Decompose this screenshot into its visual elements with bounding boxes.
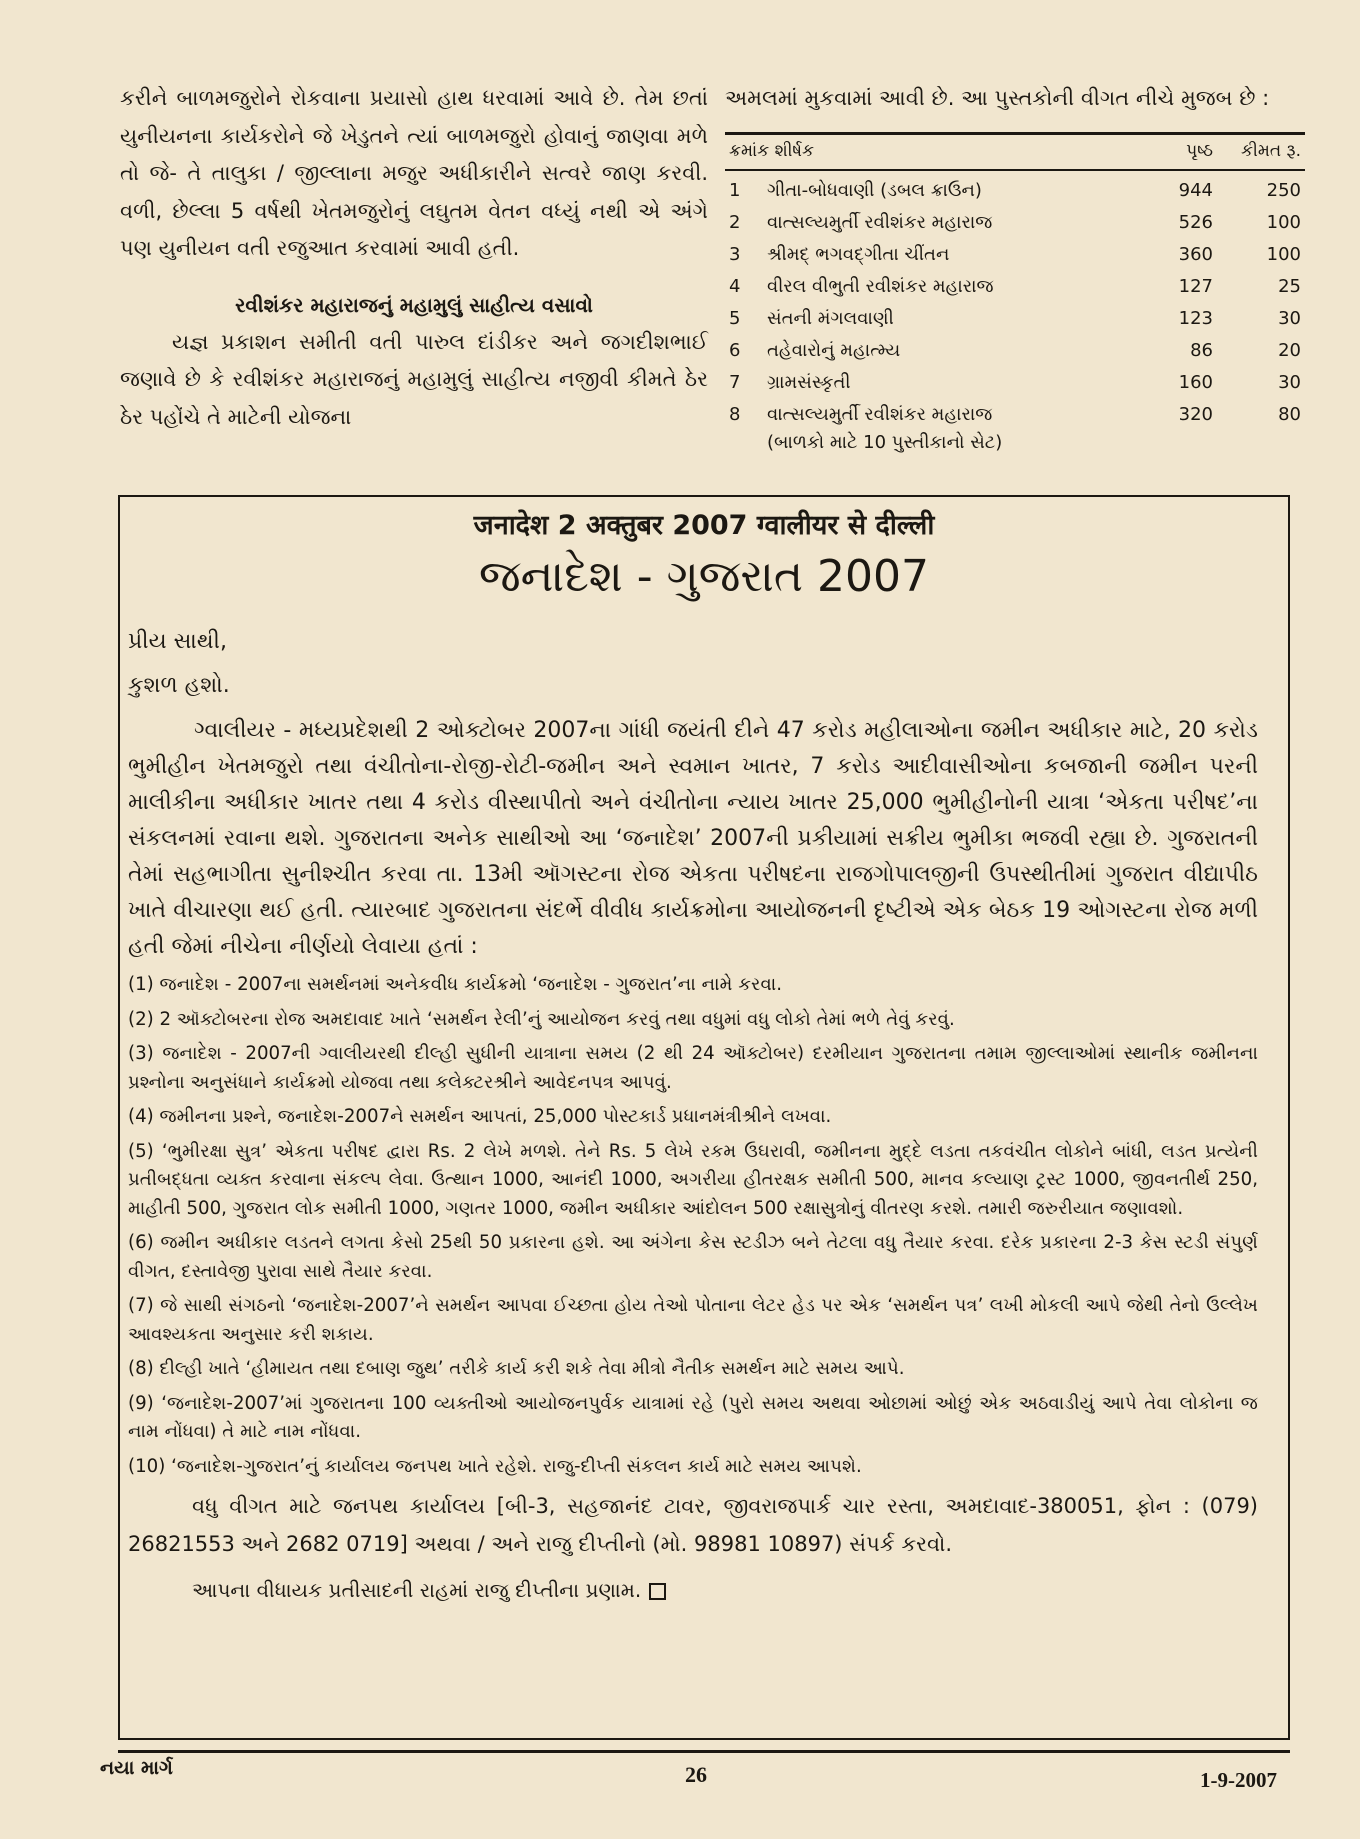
section-heading: રવીશંકર મહારાજનું મહામુલું સાહીત્ય વસાવો — [235, 292, 593, 317]
book-title: વાત્સલ્યમુર્તી રવીશંકર મહારાજ — [767, 211, 993, 233]
books-table-header — [725, 133, 1305, 170]
list-item: (4) જમીનના પ્રશ્ને, જનાદેશ-2007ને સમર્થન આપતાં, 25,000 પોસ્ટકાર્ડ પ્રધાનમંત્રીશ્રીને લખવા. — [128, 1106, 832, 1127]
list-item: (3) જનાદેશ - 2007ની ગ્વાલીયરથી દીલ્હી સુધીની યાત્રાના સમય (2 થી 24 ઑક્ટોબર) દરમીયાન ગુજરાતના તમામ જીલ્લાઓમાં સ્થાનીક જમીનના પ્રશ્નોના અનુસંધાને કાર્યક્રમો યોજવા તથા કલેક્ટરશ્રીને આવેદનપત્ર આપવું. — [128, 1043, 1258, 1093]
gujarati-headline: જનાદેશ - ગુજરાત 2007 — [479, 551, 929, 602]
book-title: ગીતા-બોધવાણી (ડબલ ક્રાઉન) — [767, 179, 982, 201]
header-title: ક્રમાંક શીર્ષક — [725, 133, 1139, 170]
table-row — [725, 271, 1305, 303]
book-price: 30 — [1278, 307, 1301, 329]
book-title: સંતની મંગલવાણી — [767, 307, 894, 329]
book-price: 250 — [1266, 179, 1301, 201]
left-paragraph-1: કરીને બાળમજુરોને રોકવાના પ્રયાસો હાથ ધરવામાં આવે છે. તેમ છતાં યુનીયનના કાર્યકરોને જે ખેડુતને ત્યાં બાળમજુરો હોવાનું જાણવા મળે તો જે- તે તાલુકા / જીલ્લાના મજુર અધીકારીને સત્વરે જાણ કરવી. વળી, છેલ્લા 5 વર્ષથી ખેતમજુરોનું લઘુતમ વેતન વધ્યું નથી એ અંગે પણ યુનીયન વતી રજુઆત કરવામાં આવી હતી. — [120, 86, 708, 260]
book-pages: 86 — [1190, 339, 1213, 361]
right-column — [725, 80, 1305, 459]
book-price: 80 — [1278, 403, 1301, 425]
book-title-note: (બાળકો માટે 10 પુસ્તીકાનો સેટ) — [767, 431, 1003, 453]
book-title: તહેવારોનું મહાત્મ્ય — [767, 339, 901, 361]
book-title: ગ્રામસંસ્કૃતી — [767, 371, 851, 393]
table-row — [725, 367, 1305, 399]
table-row — [725, 170, 1305, 207]
hindi-headline: जनादेश 2 अक्तुबर 2007 ग्वालीयर से दील्ली — [473, 510, 935, 541]
book-pages: 944 — [1178, 179, 1213, 201]
list-item: (10) ‘જનાદેશ-ગુજરાત’નું કાર્યાલય જનપથ ખાતે રહેશે. રાજુ-દીપ્તી સંકલન કાર્ય માટે સમય આપશે. — [128, 1455, 862, 1477]
book-number: 2 — [729, 211, 741, 233]
book-pages: 127 — [1178, 275, 1213, 297]
book-number: 7 — [729, 371, 741, 393]
book-pages: 160 — [1178, 371, 1213, 393]
book-pages: 123 — [1178, 307, 1213, 329]
list-item: (7) જે સાથી સંગઠનો ‘જનાદેશ-2007’ને સમર્થન આપવા ઈચ્છતા હોય તેઓ પોતાના લેટર હેડ પર એક ‘સમર્થન પત્ર’ લખી મોકલી આપે જેથી તેનો ઉલ્લેખ આવશ્યકતા અનુસાર કરી શકાય. — [128, 1295, 1259, 1345]
book-price: 25 — [1278, 275, 1301, 297]
main-paragraph: ગ્વાલીયર - મધ્યપ્રદેશથી 2 ઓક્ટોબર 2007ના ગાંધી જયંતી દીને 47 કરોડ મહીલાઓના જમીન અધીકાર માટે, 20 કરોડ ભુમીહીન ખેતમજુરો તથા વંચીતોના-રોજી-રોટી-જમીન અને સ્વમાન ખાતર, 7 કરોડ આદીવાસીઓના કબજાની જમીન પરની માલીકીના અધીકાર ખાતર તથા 4 કરોડ વીસ્થાપીતો અને વંચીતોના ન્યાય ખાતર 25,000 ભુમીહીનોની યાત્રા ‘એકતા પરીષદ’ના સંકલનમાં રવાના થશે. ગુજરાતના અનેક સાથીઓ આ ‘જનાદેશ’ 2007ની પ્રકીયામાં સક્રીય ભુમીકા ભજવી રહ્યા છે. ગુજરાતની તેમાં સહભાગીતા સુનીશ્ચીત કરવા તા. 13મી ઑગસ્ટના રોજ એકતા પરીષદના રાજગોપાલજીની ઉપસ્થીતીમાં ગુજરાત વીદ્યાપીઠ ખાતે વીચારણા થઈ હતી. ત્યારબાદ ગુજરાતના સંદર્ભે વીવીધ કાર્યક્રમોના આયોજનની દૃષ્ટીએ એક બેઠક 19 ઓગસ્ટના રોજ મળી હતી જેમાં નીચેના નીર્ણયો લેવાયા હતાં : — [128, 718, 1258, 959]
closing-text: આપના વીધાયક પ્રતીસાદની રાહમાં રાજુ દીપ્તીના પ્રણામ. — [192, 1578, 642, 1602]
table-row — [725, 239, 1305, 271]
header-pages: પૃષ્ઠ — [1139, 133, 1217, 170]
notice-box — [118, 495, 1290, 1740]
book-price: 20 — [1278, 339, 1301, 361]
book-price: 100 — [1266, 211, 1301, 233]
page-number: 26 — [685, 1762, 707, 1787]
list-item: (1) જનાદેશ - 2007ના સમર્થનમાં અનેકવીધ કાર્યક્રમો ‘જનાદેશ - ગુજરાત’ના નામે કરવા. — [128, 974, 783, 995]
issue-date: 1-9-2007 — [1200, 1768, 1277, 1792]
book-title — [763, 399, 1139, 459]
book-pages: 360 — [1178, 243, 1213, 265]
book-title: વીરલ વીભુતી રવીશંકર મહારાજ — [767, 275, 994, 297]
table-row — [725, 303, 1305, 335]
list-item: (6) જમીન અધીકાર લડતને લગતા કેસો 25થી 50 પ્રકારના હશે. આ અંગેના કેસ સ્ટડીઝ બને તેટલા વધુ તૈયાર કરવા. દરેક પ્રકારના 2-3 કેસ સ્ટડી સંપુર્ણ વીગત, દસ્તાવેજી પુરાવા સાથે તૈયાર કરવા. — [128, 1232, 1258, 1282]
list-item: (5) ‘ભુમીરક્ષા સુત્ર’ એકતા પરીષદ દ્વારા Rs. 2 લેખે મળશે. તેને Rs. 5 લેખે રકમ ઉઘરાવી, જમીનના મુદ્દે લડતા તકવંચીત લોકોને બાંધી, લડત પ્રત્યેની પ્રતીબદ્ધતા વ્યક્ત કરવાના સંકલ્પ લેવા. ઉત્થાન 1000, આનંદી 1000, અગરીયા હીતરક્ષક સમીતી 500, માનવ કલ્યાણ ટ્રસ્ટ 1000, જીવનતીર્થ 250, માહીતી 500, ગુજરાત લોક સમીતી 1000, ગણતર 1000, જમીન અધીકાર આંદોલન 500 રક્ષાસુત્રોનું વીતરણ કરશે. તમારી જરુરીયાત જણાવશો. — [128, 1140, 1258, 1219]
left-column — [120, 80, 708, 436]
list-item: (9) ‘જનાદેશ-2007’માં ગુજરાતના 100 વ્યક્તીઓ આયોજનપુર્વક યાત્રામાં રહે (પુરો સમય અથવા ઓછામાં ઓછું એક અઠવાડીયું આપે તેવા લોકોના જ નામ નોંધવા) તે માટે નામ નોંધવા. — [128, 1392, 1258, 1442]
book-pages: 526 — [1178, 211, 1213, 233]
closing-line — [128, 1573, 1258, 1607]
books-table — [725, 132, 1305, 459]
book-pages: 320 — [1178, 403, 1213, 425]
notice-body — [120, 625, 1288, 1607]
end-mark-icon — [649, 1583, 666, 1600]
book-price: 100 — [1266, 243, 1301, 265]
book-number: 6 — [729, 339, 741, 361]
header-price: કીમત રૂ. — [1217, 133, 1305, 170]
magazine-name: નયા માર્ગ — [100, 1757, 173, 1779]
book-number: 4 — [729, 275, 741, 297]
table-row — [725, 335, 1305, 367]
salutation: પ્રીય સાથી, — [128, 629, 227, 654]
book-number: 3 — [729, 243, 741, 265]
table-row — [725, 207, 1305, 239]
book-price: 30 — [1278, 371, 1301, 393]
greeting: કુશળ હશો. — [128, 673, 230, 698]
list-item: (2) 2 ઑક્ટોબરના રોજ અમદાવાદ ખાતે ‘સમર્થન રેલી’નું આયોજન કરવું તથા વધુમાં વધુ લોકો તેમાં ભળે તેવું કરવું. — [128, 1008, 955, 1030]
list-item: (8) દીલ્હી ખાતે ‘હીમાયત તથા દબાણ જુથ’ તરીકે કાર્ય કરી શકે તેવા મીત્રો નૈતીક સમર્થન માટે સમય આપે. — [128, 1358, 905, 1379]
left-paragraph-2: યજ્ઞ પ્રકાશન સમીતી વતી પારુલ દાંડીકર અને જગદીશભાઈ જણાવે છે કે રવીશંકર મહારાજનું મહામુલું સાહીત્ય નજીવી કીમતે ઠેર ઠેર પહોંચે તે માટેની યોજના — [120, 329, 708, 429]
book-title: શ્રીમદ્ ભગવદ્ગીતા ચીંતન — [767, 243, 950, 265]
contact-paragraph: વધુ વીગત માટે જનપથ કાર્યાલય [બી-3, સહજાનંદ ટાવર, જીવરાજપાર્ક ચાર રસ્તા, અમદાવાદ-380051, ફોન : (079) 26821553 અને 2682 0719] અથવા / અને રાજુ દીપ્તીનો (મો. 98981 10897) સંપર્ક કરવો. — [128, 1494, 1258, 1556]
book-number: 5 — [729, 307, 741, 329]
book-number: 1 — [729, 179, 741, 201]
book-title-text: વાત્સલ્યમુર્તી રવીશંકર મહારાજ — [767, 403, 993, 425]
book-number: 8 — [729, 403, 741, 425]
right-intro: અમલમાં મુકવામાં આવી છે. આ પુસ્તકોની વીગત નીચે મુજબ છે : — [725, 86, 1270, 110]
table-row — [725, 399, 1305, 459]
footer-divider — [118, 1750, 1290, 1753]
